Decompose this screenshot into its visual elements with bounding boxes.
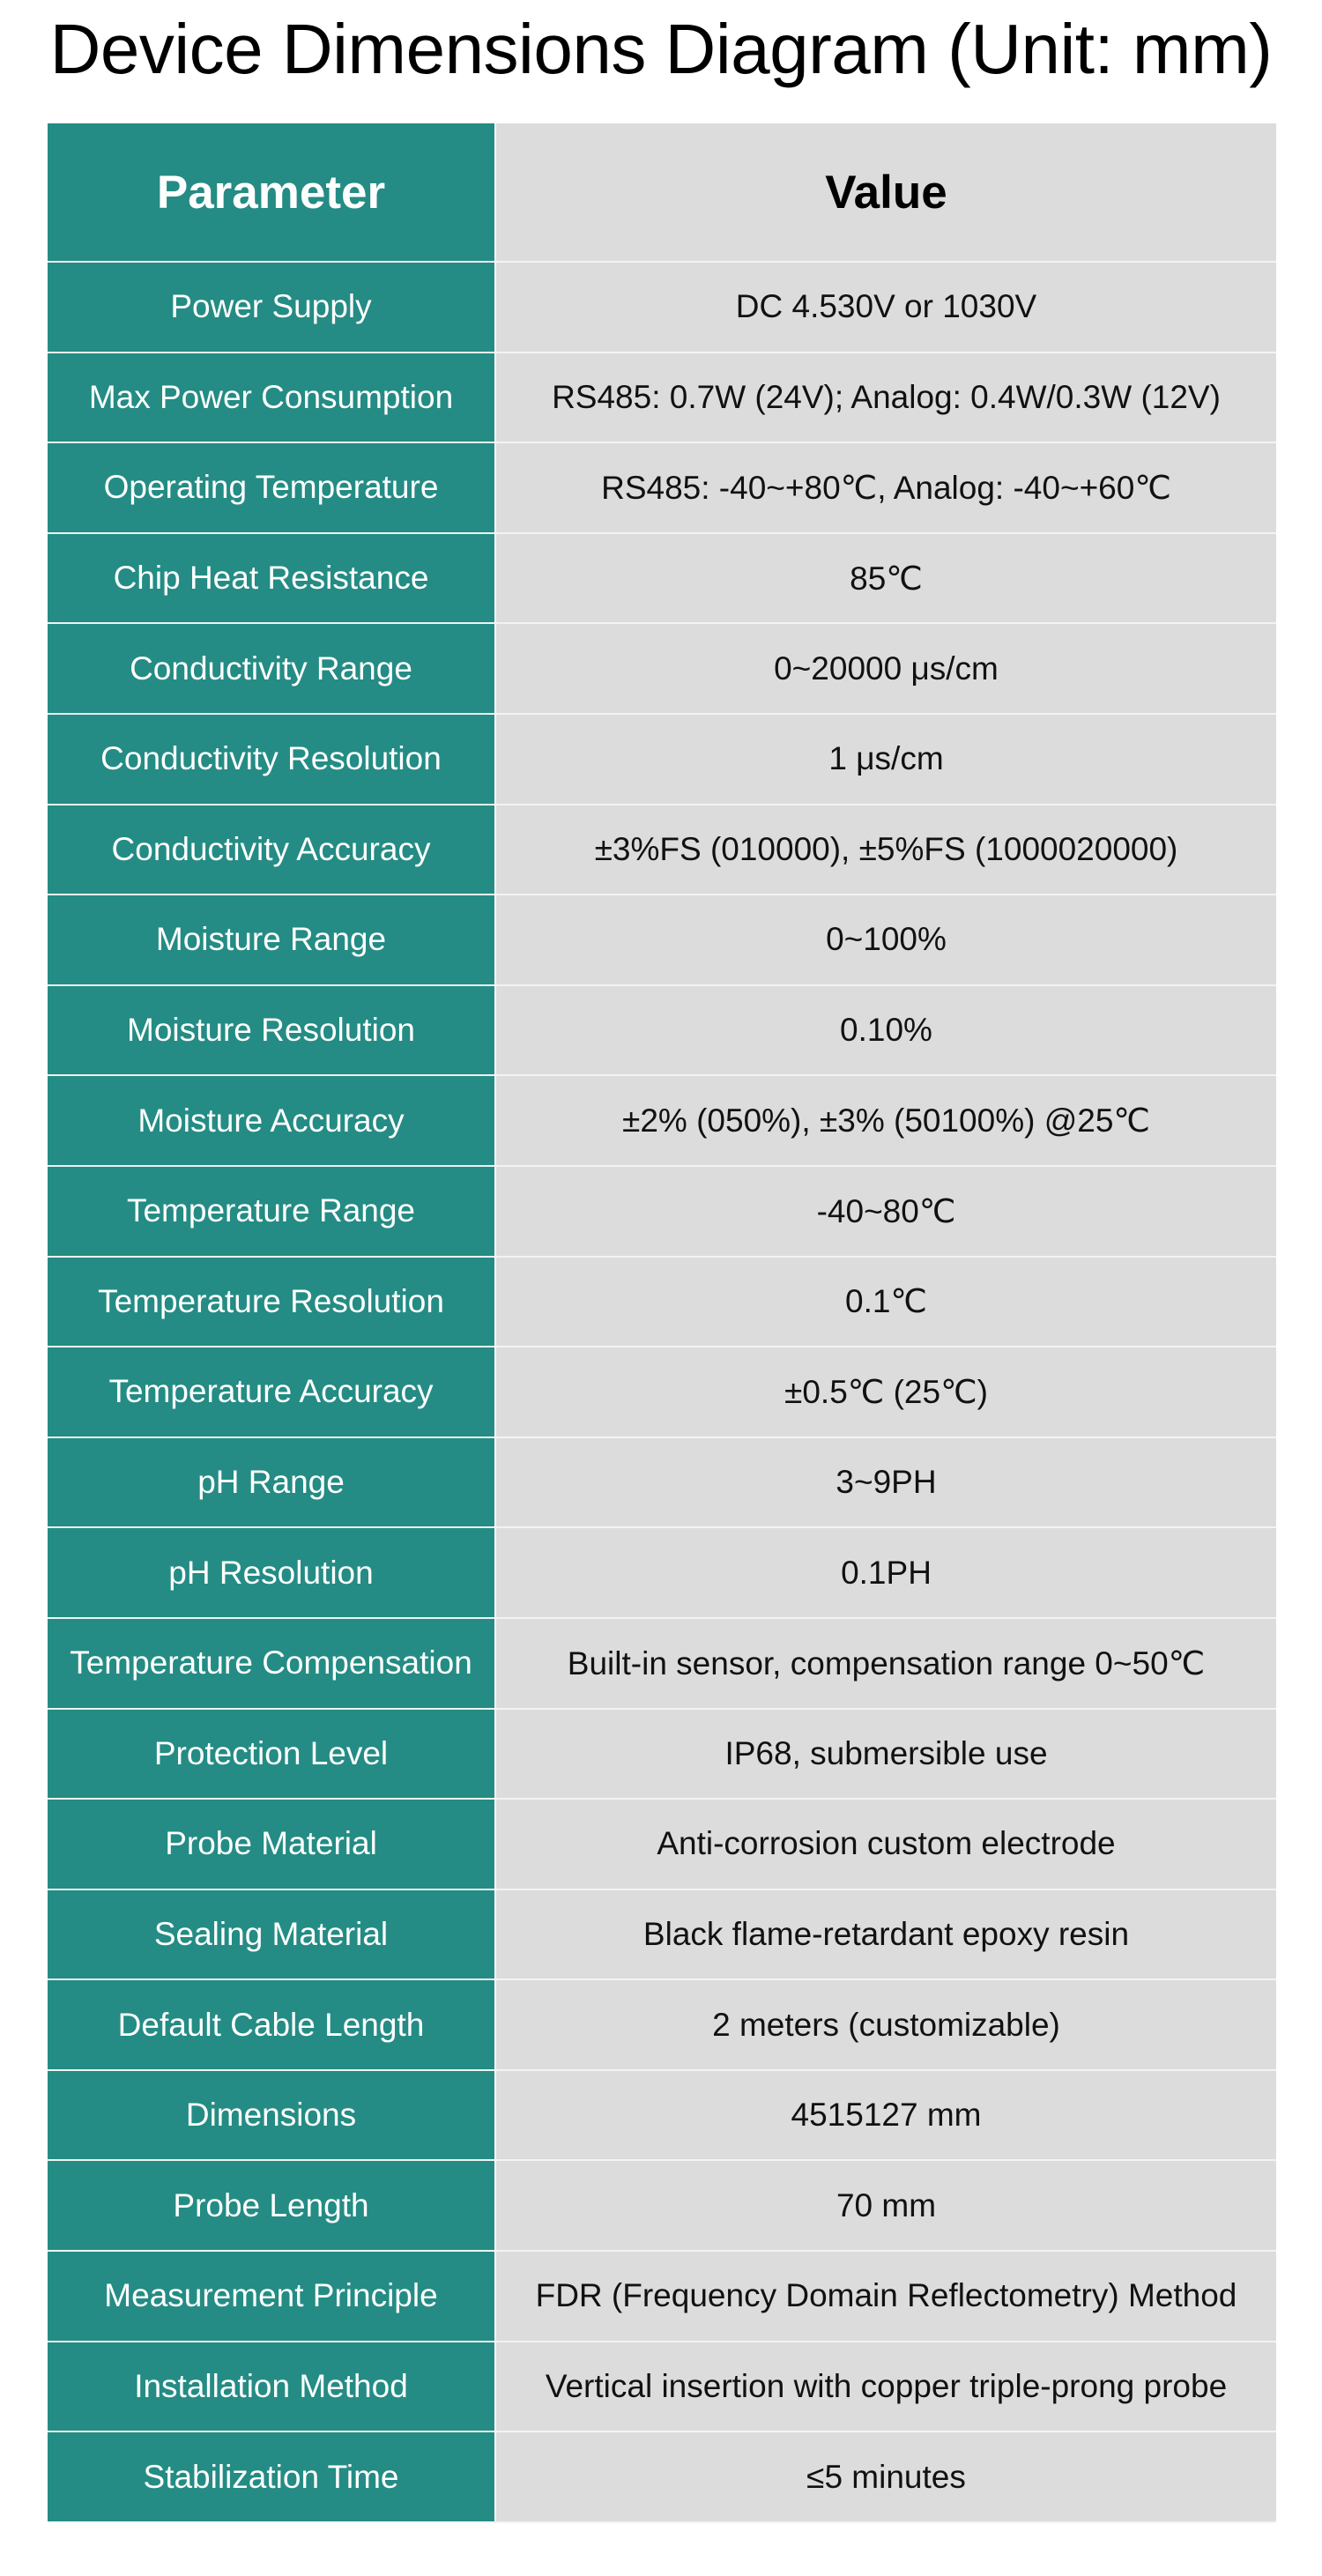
- value-cell: 0.1℃: [495, 1257, 1276, 1347]
- table-row: [48, 805, 1276, 895]
- param-cell: Conductivity Range: [48, 623, 495, 714]
- value-cell: 0~20000 μs/cm: [495, 623, 1276, 714]
- param-cell: Conductivity Accuracy: [48, 805, 495, 895]
- table-row: [48, 1075, 1276, 1166]
- value-cell: Built-in sensor, compensation range 0~50℃: [495, 1618, 1276, 1709]
- table-row: [48, 1257, 1276, 1347]
- table-row: [48, 1979, 1276, 2070]
- page-title: Device Dimensions Diagram (Unit: mm): [49, 10, 1273, 88]
- param-cell: Temperature Accuracy: [48, 1347, 495, 1437]
- value-cell: ±3%FS (010000), ±5%FS (1000020000): [495, 805, 1276, 895]
- table-row: [48, 895, 1276, 985]
- table-row: [48, 2342, 1276, 2432]
- param-cell: Temperature Compensation: [48, 1618, 495, 1709]
- table-row: [48, 714, 1276, 805]
- param-cell: Dimensions: [48, 2070, 495, 2161]
- param-cell: Chip Heat Resistance: [48, 533, 495, 624]
- spec-table-body: [48, 262, 1276, 2522]
- table-row: [48, 1527, 1276, 1618]
- value-cell: -40~80℃: [495, 1166, 1276, 1257]
- param-cell: Power Supply: [48, 262, 495, 353]
- param-cell: Moisture Accuracy: [48, 1075, 495, 1166]
- value-cell: IP68, submersible use: [495, 1709, 1276, 1800]
- value-cell: FDR (Frequency Domain Reflectometry) Method: [495, 2251, 1276, 2342]
- param-cell: Sealing Material: [48, 1889, 495, 1980]
- param-cell: pH Range: [48, 1437, 495, 1528]
- table-row: [48, 353, 1276, 443]
- value-cell: ≤5 minutes: [495, 2431, 1276, 2522]
- table-row: [48, 1709, 1276, 1800]
- table-row: [48, 1799, 1276, 1889]
- value-cell: 4515127 mm: [495, 2070, 1276, 2161]
- value-cell: 2 meters (customizable): [495, 1979, 1276, 2070]
- value-cell: RS485: 0.7W (24V); Analog: 0.4W/0.3W (12V): [495, 353, 1276, 443]
- param-cell: Moisture Resolution: [48, 985, 495, 1076]
- param-cell: Probe Material: [48, 1799, 495, 1889]
- table-row: [48, 623, 1276, 714]
- table-row: [48, 2070, 1276, 2161]
- table-row: [48, 442, 1276, 533]
- param-cell: Moisture Range: [48, 895, 495, 985]
- value-cell: 0.10%: [495, 985, 1276, 1076]
- param-cell: Protection Level: [48, 1709, 495, 1800]
- value-cell: Anti-corrosion custom electrode: [495, 1799, 1276, 1889]
- table-row: [48, 262, 1276, 353]
- value-cell: ±2% (050%), ±3% (50100%) @25℃: [495, 1075, 1276, 1166]
- value-cell: 1 μs/cm: [495, 714, 1276, 805]
- param-cell: Operating Temperature: [48, 442, 495, 533]
- table-row: [48, 1437, 1276, 1528]
- table-row: [48, 1889, 1276, 1980]
- param-cell: Installation Method: [48, 2342, 495, 2432]
- param-cell: Temperature Range: [48, 1166, 495, 1257]
- param-cell: Temperature Resolution: [48, 1257, 495, 1347]
- param-cell: Stabilization Time: [48, 2431, 495, 2522]
- value-cell: 0~100%: [495, 895, 1276, 985]
- value-cell: Black flame-retardant epoxy resin: [495, 1889, 1276, 1980]
- table-row: [48, 2431, 1276, 2522]
- param-cell: Max Power Consumption: [48, 353, 495, 443]
- param-cell: Default Cable Length: [48, 1979, 495, 2070]
- value-cell: 85℃: [495, 533, 1276, 624]
- param-cell: Probe Length: [48, 2160, 495, 2251]
- value-cell: Vertical insertion with copper triple-prong probe: [495, 2342, 1276, 2432]
- table-row: [48, 2251, 1276, 2342]
- table-row: [48, 2160, 1276, 2251]
- spec-table: [48, 123, 1276, 2523]
- table-row: [48, 1618, 1276, 1709]
- param-cell: pH Resolution: [48, 1527, 495, 1618]
- value-cell: 70 mm: [495, 2160, 1276, 2251]
- value-column-header: Value: [495, 123, 1276, 262]
- table-row: [48, 533, 1276, 624]
- param-column-header: Parameter: [48, 123, 495, 262]
- value-cell: 3~9PH: [495, 1437, 1276, 1528]
- value-cell: RS485: -40~+80℃, Analog: -40~+60℃: [495, 442, 1276, 533]
- table-header-row: [48, 123, 1276, 262]
- table-row: [48, 1347, 1276, 1437]
- value-cell: 0.1PH: [495, 1527, 1276, 1618]
- table-row: [48, 1166, 1276, 1257]
- param-cell: Conductivity Resolution: [48, 714, 495, 805]
- table-row: [48, 985, 1276, 1076]
- value-cell: ±0.5℃ (25℃): [495, 1347, 1276, 1437]
- value-cell: DC 4.530V or 1030V: [495, 262, 1276, 353]
- param-cell: Measurement Principle: [48, 2251, 495, 2342]
